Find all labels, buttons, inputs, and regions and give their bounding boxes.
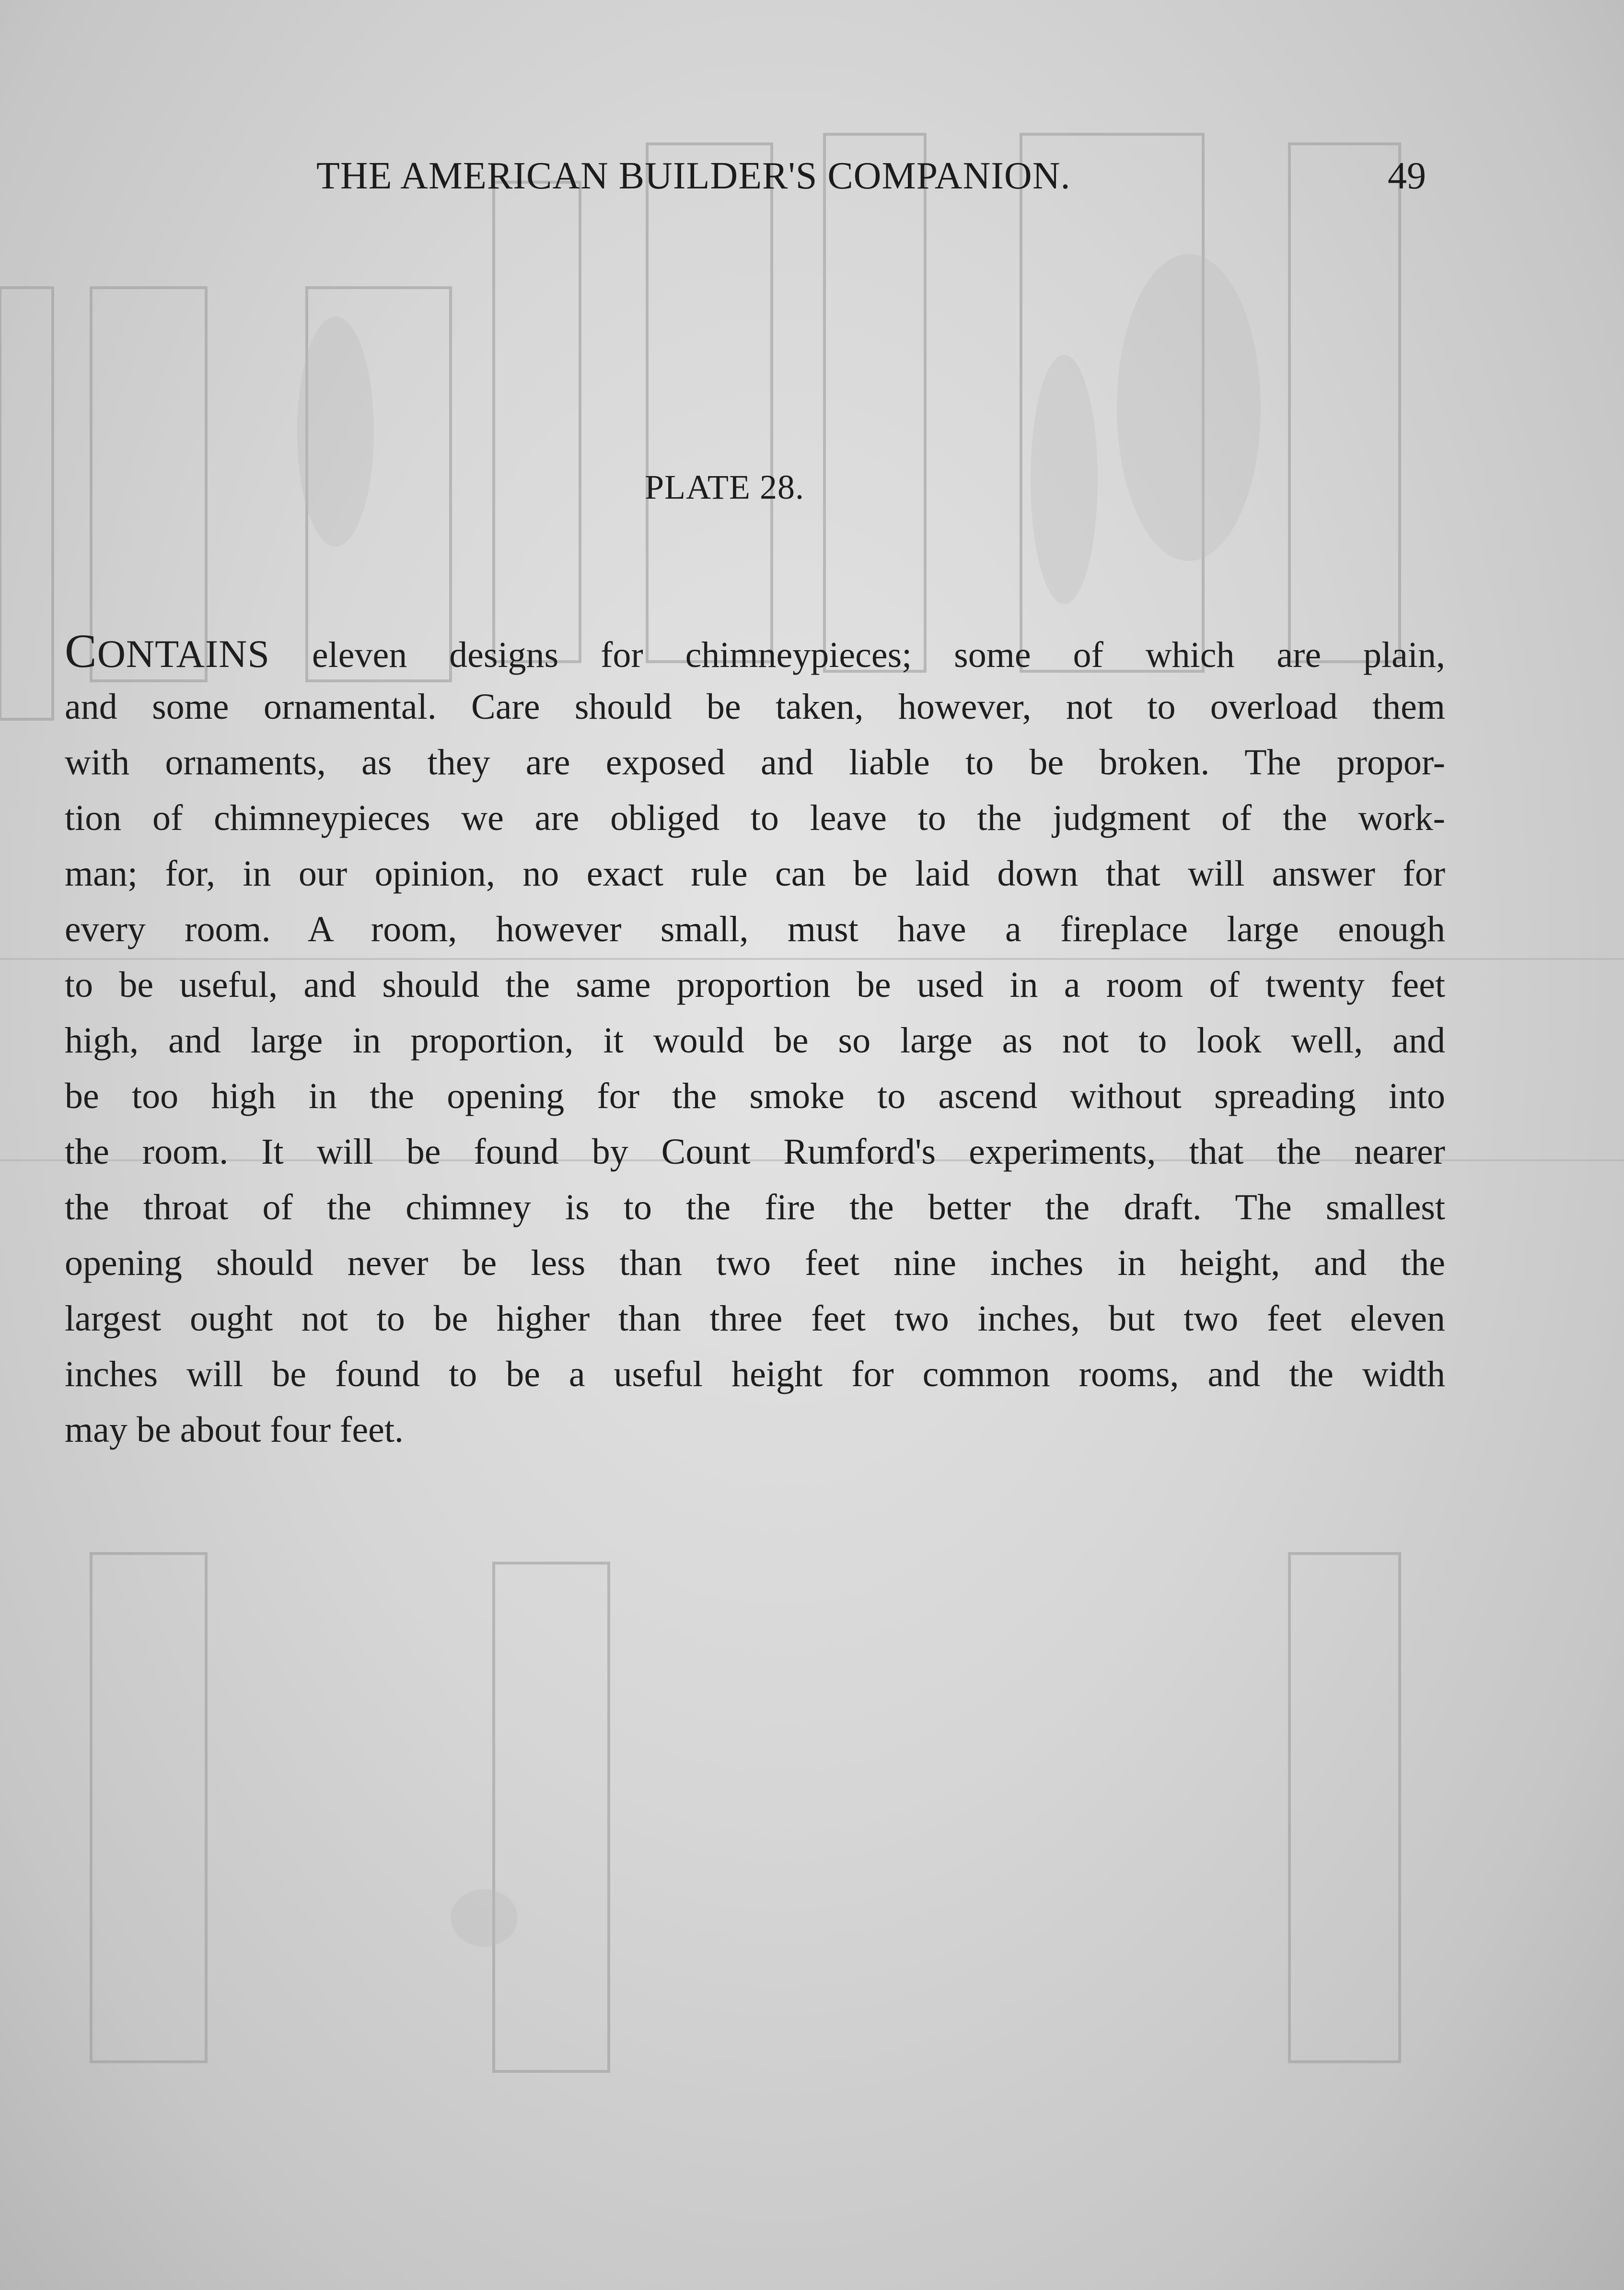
text-line: inches will be found to be a useful height for common rooms, and the width	[65, 1354, 1445, 1394]
drop-cap: CONTAINS	[65, 624, 270, 678]
text-line: man; for, in our opinion, no exact rule can be laid down that will answer for	[65, 853, 1445, 894]
text-line: high, and large in proportion, it would be so large as not to look well, and	[65, 1020, 1445, 1061]
text-line: with ornaments, as they are exposed and liable to be broken. The propor-	[65, 742, 1445, 783]
text-line: and some ornamental. Care should be taken, however, not to overload them	[65, 687, 1445, 727]
plate-title: PLATE 28.	[645, 468, 804, 506]
text-line: be too high in the opening for the smoke to ascend without spreading into	[65, 1076, 1445, 1116]
text-line: CONTAINS eleven designs for chimneypieces; some of which are plain,	[65, 624, 1445, 678]
text-line: opening should never be less than two feet nine inches in height, and the	[65, 1243, 1445, 1283]
page-number: 49	[1388, 155, 1426, 197]
text-line: the room. It will be found by Count Rumford's experiments, that the nearer	[65, 1132, 1445, 1172]
text-line: may be about four feet.	[65, 1410, 404, 1450]
text-line: tion of chimneypieces we are obliged to leave to the judgment of the work-	[65, 798, 1445, 838]
text-line: the throat of the chimney is to the fire the better the draft. The smallest	[65, 1187, 1445, 1227]
text-line: every room. A room, however small, must have a fireplace large enough	[65, 909, 1445, 949]
running-head: THE AMERICAN BUILDER'S COMPANION.	[316, 155, 1071, 197]
text-line: largest ought not to be higher than three feet two inches, but two feet eleven	[65, 1298, 1445, 1339]
body-paragraph	[65, 623, 1445, 1458]
text-line: to be useful, and should the same proportion be used in a room of twenty feet	[65, 965, 1445, 1005]
